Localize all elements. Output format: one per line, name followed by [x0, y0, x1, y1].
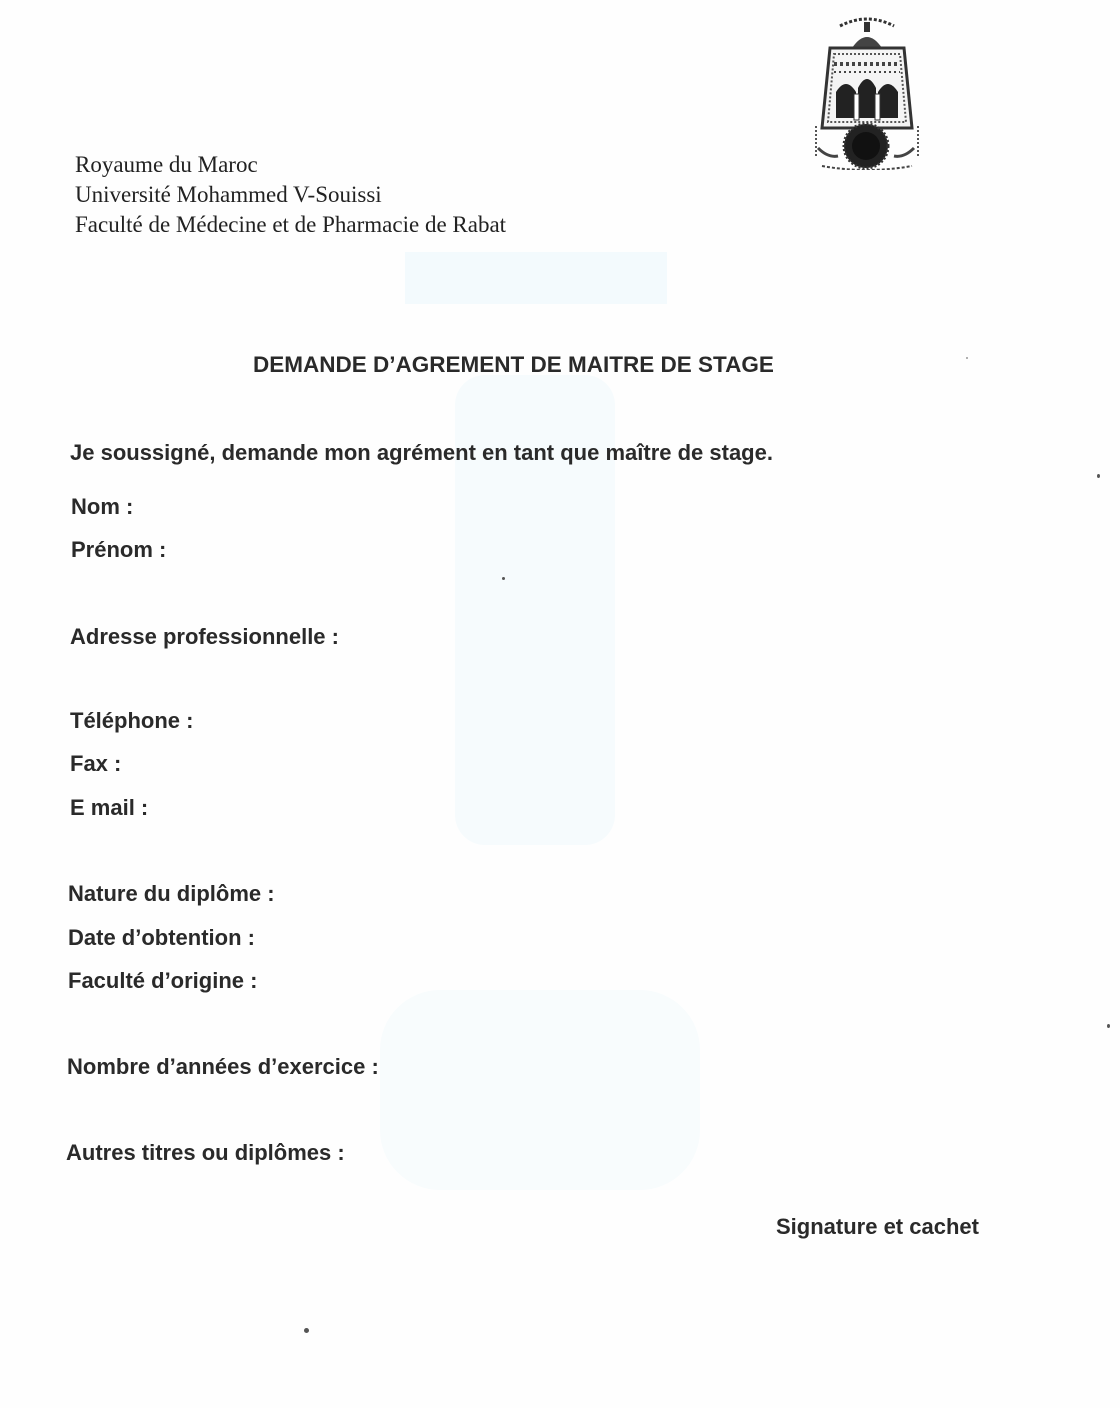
field-fax: Fax :: [70, 751, 122, 776]
scan-tint: [405, 252, 667, 304]
header-university: Université Mohammed V-Souissi: [75, 182, 382, 207]
institution-header: [75, 150, 506, 240]
field-nom: Nom :: [71, 494, 134, 519]
field-telephone: Téléphone :: [70, 708, 194, 733]
header-faculty: Faculté de Médecine et de Pharmacie de Rabat: [75, 212, 507, 237]
moroccan-coat-of-arms-icon: [808, 8, 926, 170]
field-date-obtention: Date d’obtention :: [68, 925, 255, 950]
intro-statement: Je soussigné, demande mon agrément en tant que maître de stage.: [70, 440, 773, 465]
scan-tint: [380, 990, 700, 1190]
field-annees: Nombre d’années d’exercice :: [67, 1054, 379, 1079]
header-kingdom: Royaume du Maroc: [75, 152, 258, 177]
signature-label: Signature et cachet: [776, 1214, 979, 1239]
scan-speck: [304, 1328, 309, 1333]
field-adresse: Adresse professionnelle :: [70, 624, 339, 649]
field-faculte: Faculté d’origine :: [68, 968, 258, 993]
field-email: E mail :: [70, 795, 149, 820]
field-diplome: Nature du diplôme :: [68, 881, 275, 906]
document-title: DEMANDE D’AGREMENT DE MAITRE DE STAGE: [253, 352, 774, 377]
field-autres: Autres titres ou diplômes :: [66, 1140, 345, 1165]
scan-speck: [1097, 474, 1100, 478]
scan-speck: [502, 577, 505, 580]
field-prenom: Prénom :: [71, 537, 167, 562]
scan-speck: [1107, 1024, 1110, 1028]
scan-speck: [966, 357, 968, 359]
